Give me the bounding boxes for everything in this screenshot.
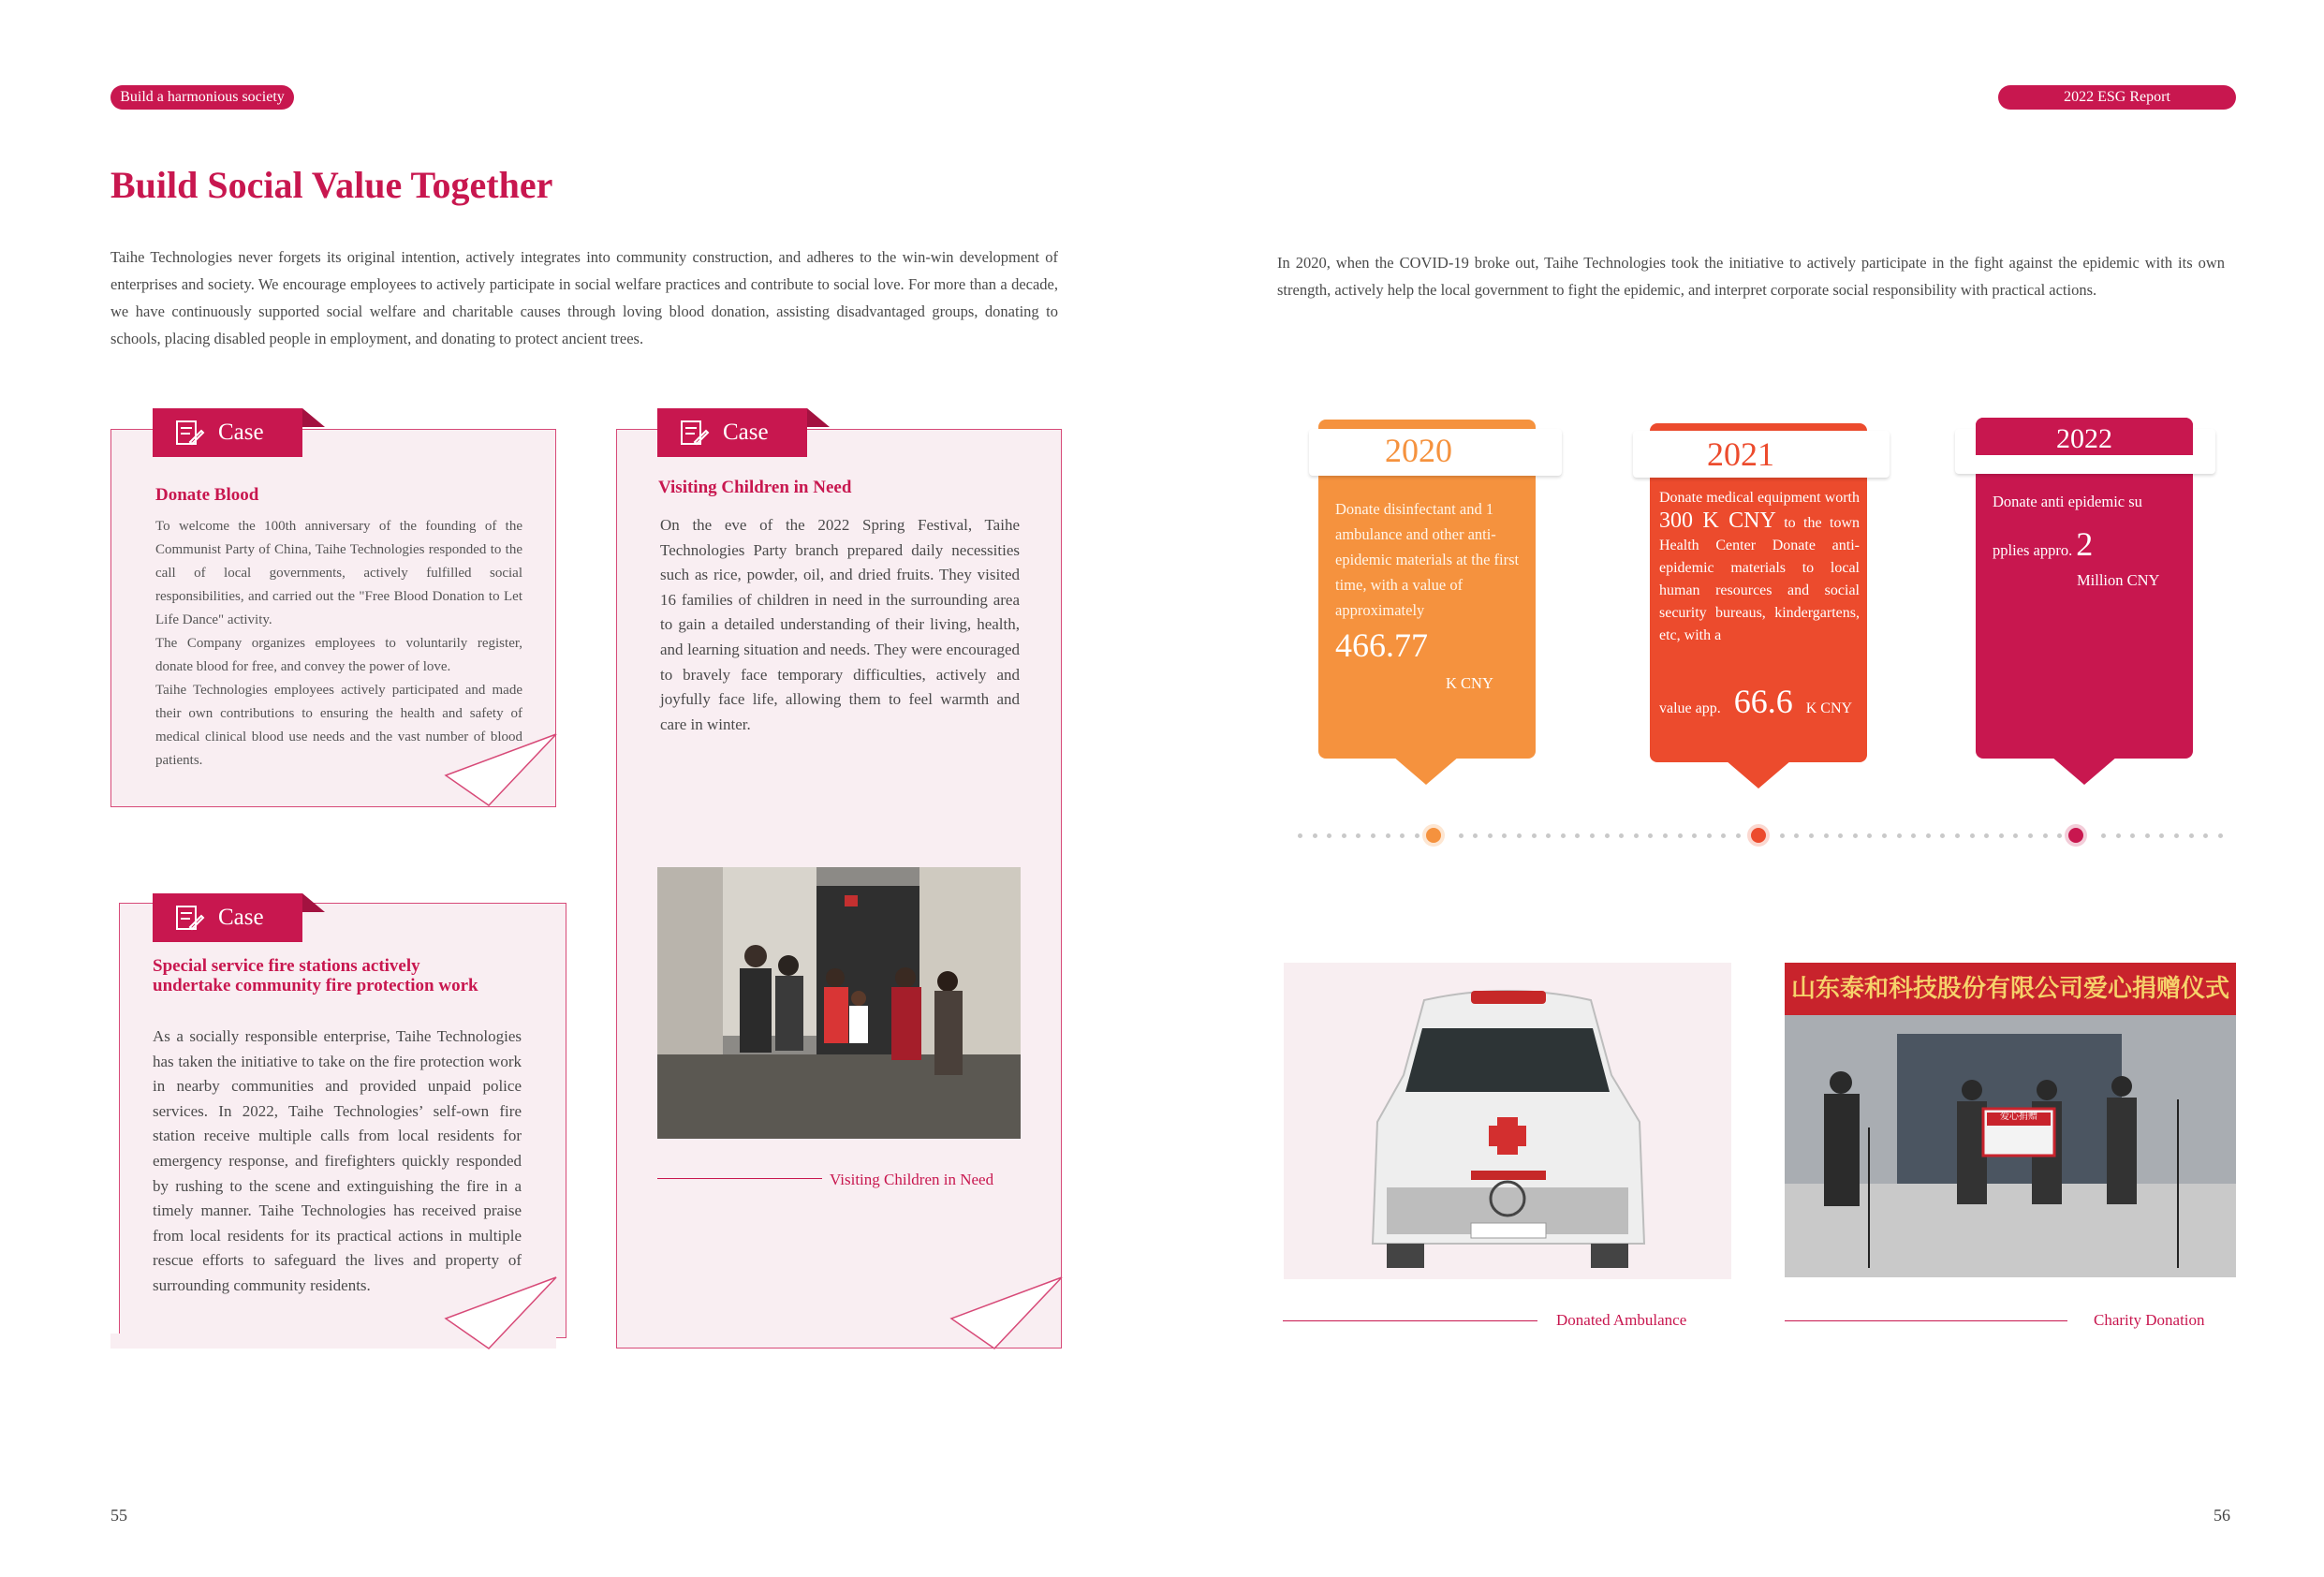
caption-ambulance: Donated Ambulance [1556,1311,1687,1329]
timeline-value: 466.77 [1335,626,1428,664]
timeline-dot [1809,833,1814,838]
case-tab [657,408,807,457]
timeline-dot [1619,833,1624,838]
timeline-dot [1298,833,1302,838]
page-curl-decoration [946,1274,1067,1350]
case-body: As a socially responsible enterprise, Taihe Technologies has taken the initiative to take on the fire protection work in nearby communities and provided unpaid police services. In 2022, Taihe Technologies’ self-own fire station receive multiple calls from local residents for emergency response, and firefighters quickly responded by rushing to the scene and extinguishing the fire in a timely manner. Taihe Technologies has received praise from local residents for its practical actions in multiple rescue efforts to safeguard the lives and property of surrounding community residents. [153,1027,522,1294]
timeline-dot [1780,833,1785,838]
timeline-dot [1546,833,1551,838]
timeline-node-2022 [2065,824,2087,847]
case-tab [153,893,302,942]
timeline-dot [1794,833,1799,838]
timeline-dot [1853,833,1858,838]
timeline-dot [1707,833,1712,838]
timeline-dot [1838,833,1843,838]
timeline-text: Donate anti epidemic su [1993,493,2142,510]
timeline-dot [1911,833,1916,838]
photo-banner: 山东泰和科技股份有限公司爱心捐赠仪式 [1785,963,2236,1015]
case-heading: Donate Blood [155,485,259,505]
timeline-dot [1663,833,1668,838]
page-number-right: 56 [2214,1506,2230,1525]
donation-sign-text: 爱心捐赠 [2000,1112,2037,1122]
timeline-text: Donate medical equipment worth 300 K CNY to the town Health Center Donate anti-epidemic materials to local human resources and social security bureaus, kindergartens, etc, with a [1659,490,1861,643]
caption-children: Visiting Children in Need [830,1171,994,1188]
edit-note-icon [169,899,207,936]
timeline-dot [1648,833,1653,838]
timeline-dot [1386,833,1390,838]
timeline-dot [1897,833,1902,838]
photo-ambulance [1284,963,1731,1279]
timeline-dot [1356,833,1361,838]
timeline-dot [1867,833,1872,838]
case-tab-label: Case [723,420,769,445]
photo-charity-donation [1785,963,2236,1277]
timeline-dot [1502,833,1507,838]
card-pointer [2052,757,2117,785]
timeline-dot [1940,833,1945,838]
timeline-dot [1736,833,1741,838]
timeline-dot [1984,833,1989,838]
timeline-dot [1561,833,1566,838]
timeline-dot [1882,833,1887,838]
tab-fold [807,408,830,427]
section-tag: Build a harmonious society [110,85,294,110]
edit-note-icon [674,414,712,451]
timeline-dot [2101,833,2106,838]
timeline-dot [2145,833,2150,838]
timeline-value-line: value app. 66.6 K CNY [1659,683,1853,720]
timeline-unit: K CNY [1446,674,1493,692]
card-pointer [1393,757,1459,785]
photo-children-visit [657,867,1021,1139]
edit-note-icon [169,414,207,451]
case-tab-label: Case [218,905,264,930]
timeline-year: 2021 [1707,435,1774,473]
timeline-dot [1590,833,1595,838]
timeline-dot [1721,833,1726,838]
timeline-dot [1692,833,1697,838]
timeline-dot [1473,833,1478,838]
timeline-dot [1532,833,1537,838]
timeline-dot [2130,833,2135,838]
timeline-dot [1955,833,1960,838]
tab-fold [302,408,325,427]
timeline-dot [1824,833,1829,838]
timeline-value-line: pplies appro. 2 [1993,525,2094,563]
timeline-dot [2116,833,2121,838]
timeline-dot [2013,833,2018,838]
timeline-dot [1327,833,1331,838]
timeline-dot [1605,833,1610,838]
timeline-dot [2218,833,2223,838]
timeline-dot [1926,833,1931,838]
timeline-dot [1415,833,1419,838]
timeline-dot [1575,833,1580,838]
case-tab-label: Case [218,420,264,445]
intro-right: In 2020, when the COVID-19 broke out, Taihe Technologies took the initiative to actively participate in the fight against the epidemic with its own strength, actively help the local government to fight the epidemic, and interpret corporate social responsibility with practical actions. [1277,254,2225,299]
timeline-dot [1313,833,1317,838]
caption-line [657,1178,822,1179]
timeline-node-2020 [1422,824,1445,847]
timeline-dot [1634,833,1639,838]
timeline-dot [2203,833,2208,838]
timeline-dot [1459,833,1464,838]
caption-line [1283,1320,1537,1321]
timeline-dot [2174,833,2179,838]
timeline-dot [2189,833,2194,838]
report-tag: 2022 ESG Report [1998,85,2236,110]
timeline-dot [1488,833,1493,838]
page-title: Build Social Value Together [110,164,553,206]
caption-donation: Charity Donation [2094,1311,2205,1329]
timeline-node-2021 [1747,824,1770,847]
timeline-dot [2043,833,2048,838]
case-heading: Visiting Children in Need [658,478,852,497]
case-heading: Special service fire stations actively undertake community fire protection work [153,956,478,995]
caption-line [1785,1320,2067,1321]
timeline-dot [2057,833,2062,838]
timeline-unit: Million CNY [2077,571,2160,589]
page-number-left: 55 [110,1506,127,1525]
timeline-year: 2020 [1385,432,1452,469]
case-body: On the eve of the 2022 Spring Festival, Taihe Technologies Party branch prepared daily necessities such as rice, powder, oil, and dried fruits. They visited 16 families of children in need in the surrounding area to gain a detailed understanding of their living, health, and learning situation and needs. They were encouraged to bravely face temporary difficulties, actively and joyfully face life, allowing them to feel warmth and care in winter. [660,516,1020,733]
timeline-dot [1342,833,1346,838]
timeline-dot [1678,833,1683,838]
timeline-text: Donate disinfectant and 1 ambulance and other anti-epidemic materials at the first time, with a value of approximately [1335,500,1520,619]
timeline-dot [1517,833,1522,838]
timeline-dot [1400,833,1405,838]
timeline-dot [1970,833,1975,838]
timeline-dot [2159,833,2164,838]
intro-left: Taihe Technologies never forgets its original intention, actively integrates into community construction, and adheres to the win-win development of enterprises and society. We encourage employees to actively participate in social welfare practices and contribute to social love. For more than a decade, we have continuously supported social welfare and charitable causes through loving blood donation, assisting disadvantaged groups, donating to schools, placing disabled people in employment, and donating to protect ancient trees. [110,248,1058,347]
tab-fold [302,893,325,912]
timeline-dot [1371,833,1375,838]
card-pointer [1726,760,1791,788]
timeline-dot [1999,833,2004,838]
timeline-year: 2022 [2056,423,2112,454]
case-body: To welcome the 100th anniversary of the founding of the Communist Party of China, Taihe Technologies responded to the call of local governments, actively fulfilled social responsibilities, and carried out the "Free Blood Donation to Let Life Dance" activity. The Company organizes employees to voluntarily register, donate blood for free, and convey the power of love. Taihe Technologies employees actively participated and made their own contributions to ensuring the health and safety of medical clinical blood use needs and the vast number of blood patients. [155,519,522,768]
case-tab [153,408,302,457]
timeline-dot [2028,833,2033,838]
